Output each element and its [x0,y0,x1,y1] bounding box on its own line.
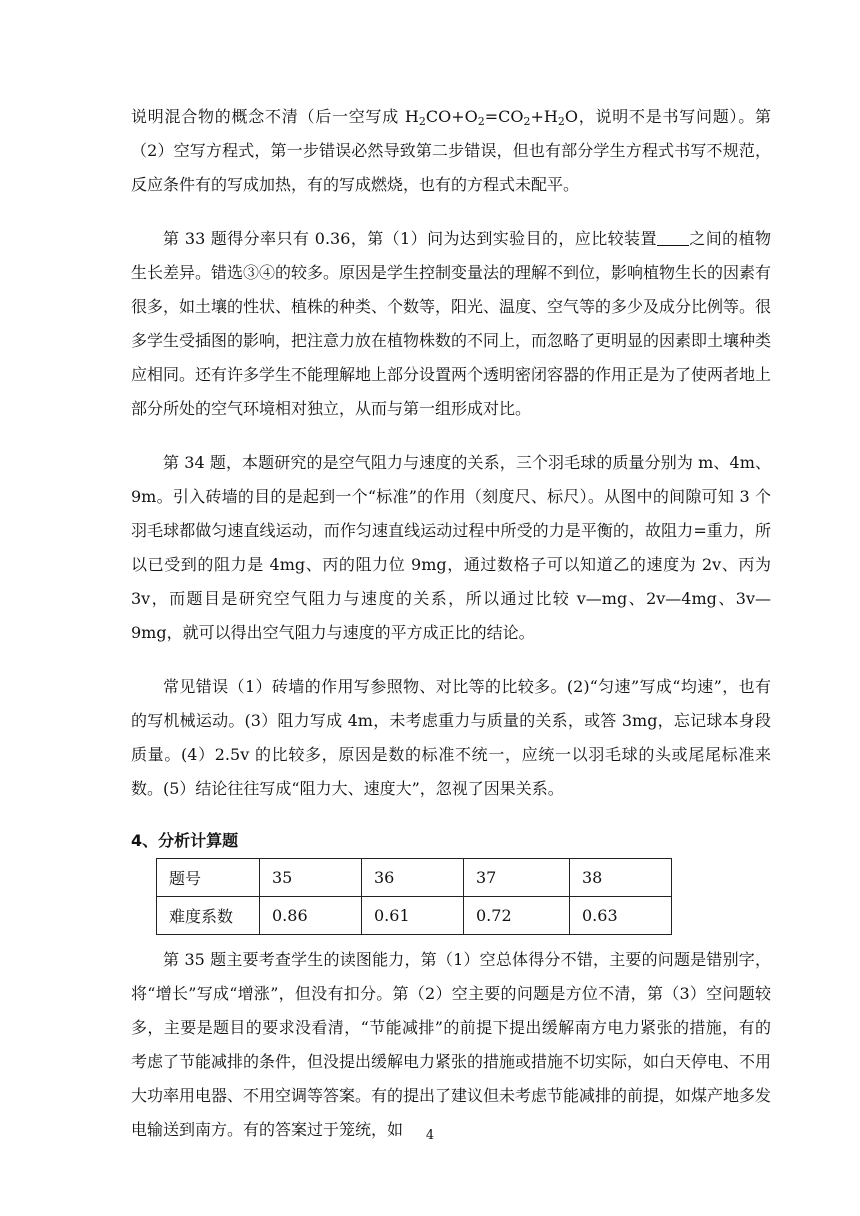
table-cell: 题号 [157,859,260,897]
paragraph-question-34: 第 34 题，本题研究的是空气阻力与速度的关系，三个羽毛球的质量分别为 m、4m、9m。引入砖墙的目的是起到一个“标准”的作用（刻度尺、标尺）。从图中的间隙可知 3 个羽毛球都做匀速直线运动，而作匀速直线运动过程中所受的力是平衡的，故阻力=重力，所以已受到的阻力是 4mg、丙的阻力位 9mg，通过数格子可以知道乙的速度为 2v、丙为 3v，而题目是研究空气阻力与速度的关系，所以通过比较 v—mg、2v—4mg、3v—9mg，就可以得出空气阻力与速度的平方成正比的结论。 [131,453,771,642]
table-row [157,897,672,935]
text-run: O，说明不是书写问题）。第（2）空写方程式，第一步错误必然导致第二步错误，但也有部分学生方程式书写不规范，反应条件有的写成加热，有的写成燃烧，也有的方程式未配平。 [131,107,771,194]
table-cell: 38 [570,859,672,897]
text-run: +H [530,107,558,126]
table-cell: 0.63 [570,897,672,935]
page-number: 4 [425,1128,435,1143]
subscript: 2 [477,115,485,128]
table-row [157,859,672,897]
paragraph-common-errors: 常见错误（1）砖墙的作用写参照物、对比等的比较多。(2)“匀速”写成“均速”，也有的写机械运动。(3）阻力写成 4m，未考虑重力与质量的关系，或答 3mg，忘记球本身段质量。(4）2.5v 的比较多，原因是数的标准不统一，应统一以羽毛球的头或尾尾标准来数。(5）结论往往写成“阻力大、速度大”，忽视了因果关系。 [131,677,771,798]
text-run: 说明混合物的概念不清（后一空写成 H [131,107,419,126]
table-cell: 36 [362,859,464,897]
fill-in-blank [657,229,689,246]
paragraph-question-35: 第 35 题主要考查学生的读图能力，第（1）空总体得分不错，主要的问题是错别字，将“增长”写成“增涨”，但没有扣分。第（2）空主要的问题是方位不清，第（3）空问题较多，主要是题目的要求没看清，“节能减排”的前提下提出缓解南方电力紧张的措施，有的考虑了节能减排的条件，但没提出缓解电力紧张的措施或措施不切实际，如白天停电、不用大功率用电器、不用空调等答案。有的提出了建议但未考虑节能减排的前提，如煤产地多发电输送到南方。有的答案过于笼统，如 [131,950,772,1139]
table-cell: 0.86 [260,897,362,935]
subscript: 2 [418,115,426,128]
paragraph-question-33 [131,222,771,426]
difficulty-table [156,858,672,935]
text-run: 第 33 题得分率只有 0.36，第（1）问为达到实验目的，应比较装置 [163,229,657,248]
subscript: 2 [557,115,565,128]
table-cell: 0.72 [464,897,570,935]
section-heading: 4、分析计算题 [131,831,239,850]
paragraph-mixture-concept [131,100,771,202]
text-run: CO+O [425,107,478,126]
table-cell: 0.61 [362,897,464,935]
table-cell: 35 [260,859,362,897]
subscript: 2 [523,115,531,128]
text-run: =CO [484,107,524,126]
table-cell: 难度系数 [157,897,260,935]
page-body [131,100,771,1147]
table-cell: 37 [464,859,570,897]
text-run: 之间的植物生长差异。错选③④的较多。原因是学生控制变量法的理解不到位，影响植物生长的因素有很多，如土壤的性状、植株的种类、个数等，阳光、温度、空气等的多少及成分比例等。很多学生受插图的影响，把注意力放在植物株数的不同上，而忽略了更明显的因素即土壤种类应相同。还有许多学生不能理解地上部分设置两个透明密闭容器的作用正是为了使两者地上部分所处的空气环境相对独立，从而与第一组形成对比。 [131,229,772,418]
